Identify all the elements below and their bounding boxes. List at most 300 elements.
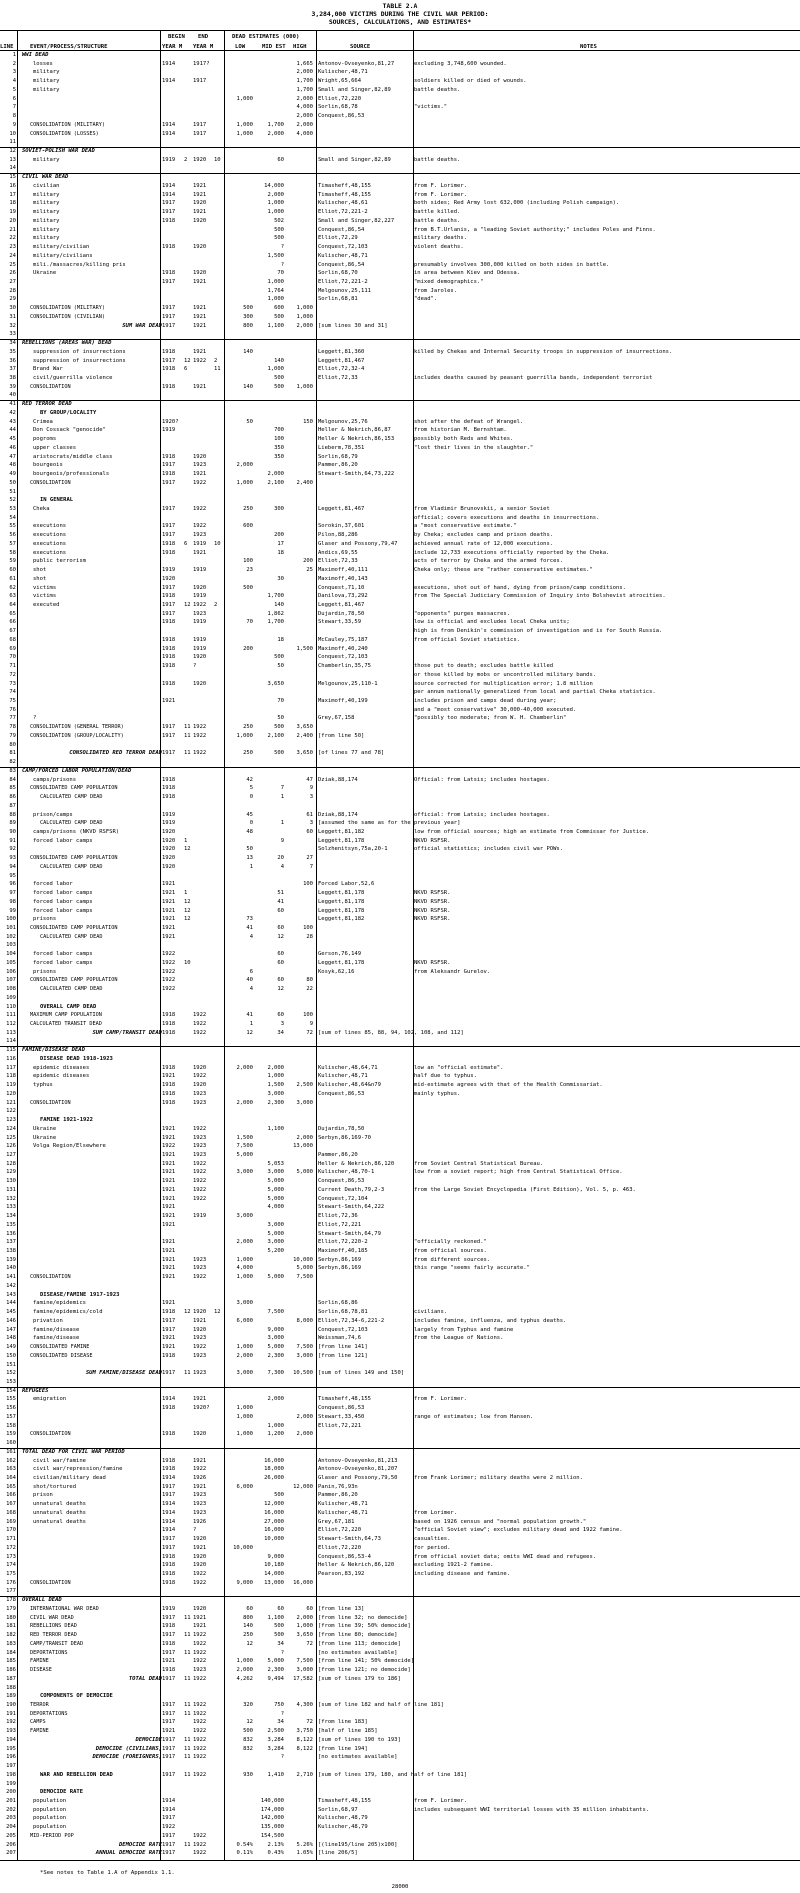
cell-source: [sum of lines 85, 88, 94, 102, 108, and 112] — [318, 1029, 464, 1036]
cell-mid-estimate: 4 — [280, 863, 284, 870]
cell-end-year: 1922 — [193, 732, 207, 739]
cell-low-estimate: 73 — [246, 916, 253, 923]
cell-begin-year: 1920 — [162, 855, 176, 862]
table-row — [0, 1004, 800, 1011]
cell-event: RED TERROR DEAD — [30, 1632, 77, 1639]
cell-end-year: 1922 — [193, 1850, 207, 1857]
table-row — [0, 1274, 800, 1281]
cell-event: epidemic diseases — [33, 1064, 90, 1071]
cell-begin-year: 1917 — [162, 1815, 176, 1822]
cell-end-year: 1921 — [193, 1614, 207, 1621]
table-row — [0, 244, 800, 251]
cell-event: famine/disease — [33, 1335, 80, 1342]
cell-mid-estimate: 13,000 — [264, 1579, 284, 1586]
cell-notes: battle killed. — [414, 209, 461, 216]
cell-end-year: 1921 — [193, 1623, 207, 1630]
cell-notes: includes subsequent WWI territorial losses with 35 million inhabitants. — [414, 1806, 650, 1813]
cell-mid-estimate: 1,764 — [267, 287, 284, 294]
cell-low-estimate: 2,000 — [236, 1064, 253, 1071]
table-row — [0, 960, 800, 967]
cell-low-estimate: 930 — [243, 1771, 253, 1778]
table-row — [0, 1100, 800, 1107]
cell-event: upper classes — [33, 444, 77, 451]
cell-mid-estimate: 60 — [277, 1605, 284, 1612]
cell-line-number: 161 — [6, 1448, 16, 1455]
header-bottom-rule — [0, 50, 800, 51]
cell-event: WWI DEAD — [22, 52, 49, 58]
cell-begin-year: 1918 — [162, 1466, 176, 1473]
cell-begin-year: 1917 — [162, 209, 176, 216]
cell-line-number: 50 — [9, 479, 16, 486]
cell-source: [from line 80; democide] — [318, 1632, 398, 1639]
table-row — [0, 1405, 800, 1412]
cell-source: Stewart-Smith,64,73 — [318, 1536, 381, 1543]
cell-source: Sorlin,68,81 — [318, 296, 358, 303]
cell-begin-year: 1914 — [162, 130, 176, 137]
cell-mid-estimate: 142,000 — [260, 1815, 284, 1822]
cell-high-estimate: 9 — [309, 1021, 313, 1028]
table-row — [0, 1597, 800, 1604]
cell-source: Kulischer,48,71 — [318, 252, 368, 259]
cell-event: forced labor camps — [33, 837, 93, 844]
cell-source: [from line 121] — [318, 1352, 368, 1359]
cell-begin-year: 1917 — [162, 505, 176, 512]
cell-begin-year: 1918 — [162, 1623, 176, 1630]
cell-high-estimate: 2,000 — [296, 121, 313, 128]
cell-source: Danilova,73,292 — [318, 593, 368, 600]
cell-line-number: 84 — [9, 776, 16, 783]
cell-line-number: 107 — [6, 977, 16, 984]
cell-notes: mid-estimate agrees with that of the Health Commissariat. — [414, 1082, 603, 1089]
cell-high-estimate: 1,700 — [296, 78, 313, 85]
table-row — [0, 61, 800, 68]
table-row — [0, 1344, 800, 1351]
cell-notes: source corrected for multiplication error; 1.8 million — [414, 680, 593, 687]
cell-line-number: 55 — [9, 523, 16, 530]
cell-event: CALCULATED CAMP DEAD — [40, 820, 103, 827]
cell-low-estimate: 250 — [243, 1632, 253, 1639]
cell-notes: soldiers killed or died of wounds. — [414, 78, 527, 85]
table-row — [0, 305, 800, 312]
table-row — [0, 1571, 800, 1578]
cell-line-number: 1 — [12, 52, 16, 58]
table-row — [0, 1178, 800, 1185]
cell-begin-year: 1914 — [162, 1527, 176, 1534]
table-row — [0, 192, 800, 199]
cell-line-number: 163 — [6, 1466, 16, 1473]
cell-end-year: 1920 — [193, 200, 207, 207]
table-row — [0, 1056, 800, 1063]
table-row — [0, 480, 800, 487]
cell-line-number: 57 — [9, 540, 16, 547]
cell-source: Serbyn,86,169-70 — [318, 1134, 371, 1141]
cell-mid-estimate: 2,000 — [267, 1396, 284, 1403]
cell-high-estimate: 1,665 — [296, 60, 313, 67]
cell-mid-estimate: 60 — [277, 1012, 284, 1019]
cell-begin-month: 11 — [184, 1649, 191, 1656]
cell-source: Dziak,88,174 — [318, 776, 358, 783]
table-row — [0, 104, 800, 111]
cell-event: WAR AND REBELLION DEAD — [40, 1771, 113, 1778]
cell-begin-year: 1917 — [162, 1701, 176, 1708]
table-row — [0, 1850, 800, 1857]
cell-source: Kulischer,48,61 — [318, 200, 368, 207]
cell-notes: from official soviet data; omits WWI dead and refugees. — [414, 1553, 597, 1560]
cell-mid-estimate: 51 — [277, 890, 284, 897]
cell-end-year: 1919 — [193, 540, 207, 547]
cell-source: Pammer,86,20 — [318, 1151, 358, 1158]
cell-notes: from official Soviet statistics. — [414, 636, 520, 643]
cell-mid-estimate: 2,000 — [267, 1064, 284, 1071]
cell-end-year: 1922 — [193, 1125, 207, 1132]
table-row — [0, 1754, 800, 1761]
cell-begin-year: 1922 — [162, 959, 176, 966]
table-row — [0, 1842, 800, 1849]
table-row — [0, 1248, 800, 1255]
cell-begin-year: 1919 — [162, 1605, 176, 1612]
cell-line-number: 20 — [9, 217, 16, 224]
cell-line-number: 56 — [9, 532, 16, 539]
cell-mid-estimate: 60 — [277, 977, 284, 984]
cell-begin-month: 11 — [184, 750, 191, 757]
cell-line-number: 108 — [6, 986, 16, 993]
cell-source: Kulischer,48,71 — [318, 69, 368, 76]
cell-line-number: 140 — [6, 1265, 16, 1272]
cell-source: Pearson,83,192 — [318, 1571, 365, 1578]
cell-mid-estimate: ? — [280, 244, 284, 251]
cell-source: [sum of lines 179 to 186] — [318, 1675, 401, 1682]
cell-high-estimate: 60 — [306, 828, 313, 835]
cell-source: Conquest,86,53 — [318, 113, 365, 120]
cell-event: civilian — [33, 182, 60, 189]
cell-begin-year: 1918 — [162, 1562, 176, 1569]
cell-source: Antonov-Ovseyenko,81,27 — [318, 60, 395, 67]
cell-begin-year: 1917 — [162, 278, 176, 285]
cell-notes: from the League of Nations. — [414, 1335, 504, 1342]
cell-line-number: 177 — [6, 1588, 16, 1595]
cell-begin-year: 1919 — [162, 427, 176, 434]
cell-notes: military deaths. — [414, 235, 467, 242]
cell-source: Timasheff,48,155 — [318, 1396, 371, 1403]
cell-high-estimate: 100 — [303, 881, 313, 888]
cell-event: OVERALL CAMP DEAD — [40, 1003, 97, 1010]
cell-line-number: 155 — [6, 1396, 16, 1403]
cell-mid-estimate: 5,000 — [267, 1195, 284, 1202]
table-row — [0, 759, 800, 766]
table-row — [0, 585, 800, 592]
cell-notes: excluding 3,748,600 wounded. — [414, 60, 507, 67]
cell-begin-year: 1917 — [162, 1614, 176, 1621]
cell-end-year: 1923 — [193, 1370, 207, 1377]
cell-notes: excluding 1921-2 famine. — [414, 1562, 494, 1569]
table-row — [0, 1527, 800, 1534]
table-row — [0, 663, 800, 670]
cell-event: forced labor camps — [33, 907, 93, 914]
cell-event: CALCULATED TRANSIT DEAD — [30, 1021, 102, 1028]
cell-high-estimate: 22 — [306, 986, 313, 993]
cell-event: military — [33, 69, 60, 76]
cell-source: Conquest,86,53 — [318, 1090, 365, 1097]
table-row — [0, 1082, 800, 1089]
cell-notes: and a "most conservative" 30,000-40,000 executed. — [414, 706, 577, 713]
cell-mid-estimate: 34 — [277, 1029, 284, 1036]
cell-source: Antonov-Ovseyenko,81,213 — [318, 1457, 398, 1464]
cell-begin-month: 6 — [184, 366, 188, 373]
cell-event: typhus — [33, 1082, 53, 1089]
cell-begin-year: 1918 — [162, 366, 176, 373]
cell-end-year: 1920 — [193, 217, 207, 224]
cell-source: [from line 141; 50% democide] — [318, 1658, 415, 1665]
cell-event: DISEASE/FAMINE 1917-1923 — [40, 1291, 120, 1298]
cell-source: Leggett,81,178 — [318, 890, 365, 897]
cell-event: forced labor camps — [33, 951, 93, 958]
cell-notes: violent deaths. — [414, 244, 464, 251]
cell-high-estimate: 3,650 — [296, 724, 313, 731]
cell-line-number: 153 — [6, 1378, 16, 1385]
cell-notes: includes prison and camps dead during year; — [414, 698, 557, 705]
cell-end-year: 1923 — [193, 1151, 207, 1158]
table-row — [0, 977, 800, 984]
cell-end-year: 1921 — [193, 182, 207, 189]
cell-source: Grey,67,181 — [318, 1518, 355, 1525]
cell-line-number: 111 — [6, 1012, 16, 1019]
cell-end-year: 1923 — [193, 1509, 207, 1516]
cell-begin-year: 1921 — [162, 916, 176, 923]
cell-notes: from official sources. — [414, 1248, 487, 1254]
cell-line-number: 141 — [6, 1274, 16, 1281]
cell-begin-year: 1921 — [162, 1256, 176, 1263]
cell-event: ? — [33, 715, 37, 722]
cell-begin-year: 1917 — [162, 1492, 176, 1499]
table-row — [0, 1065, 800, 1072]
cell-event: IN GENERAL — [40, 497, 74, 504]
cell-source: Leggett,81,178 — [318, 837, 365, 844]
cell-begin-year: 1914 — [162, 1396, 176, 1403]
cell-event: FAMINE 1921-1922 — [40, 1117, 93, 1124]
cell-line-number: 94 — [9, 863, 16, 870]
cell-event: FAMINE — [30, 1658, 49, 1665]
table-row — [0, 969, 800, 976]
cell-line-number: 164 — [6, 1474, 16, 1481]
cell-line-number: 135 — [6, 1221, 16, 1228]
cell-begin-month: 12 — [184, 916, 191, 923]
cell-source: Conquest,71,10 — [318, 584, 365, 591]
cell-end-year: 1922 — [193, 1195, 207, 1202]
table-row — [0, 637, 800, 644]
cell-end-year: 1923 — [193, 462, 207, 469]
cell-source: Conquest,72,104 — [318, 1195, 368, 1202]
cell-event: famine/disease — [33, 1326, 80, 1333]
cell-begin-year: 1917 — [162, 1841, 176, 1848]
cell-notes: NKVD RSFSR. — [414, 959, 451, 966]
cell-end-year: 1920 — [193, 654, 207, 661]
cell-source: [from line 194] — [318, 1745, 368, 1752]
cell-end-year: 1921 — [193, 191, 207, 198]
cell-high-estimate: 100 — [303, 1012, 313, 1019]
cell-end-year: 1920 — [193, 244, 207, 251]
cell-line-number: 154 — [6, 1387, 16, 1394]
cell-high-estimate: 1,000 — [296, 305, 313, 312]
cell-begin-year: 1914 — [162, 1518, 176, 1525]
cell-begin-year: 1917 — [162, 1544, 176, 1551]
cell-end-month: 10 — [214, 156, 221, 163]
cell-begin-month: 11 — [184, 1771, 191, 1778]
table-row — [0, 1536, 800, 1543]
cell-line-number: 46 — [9, 444, 16, 451]
cell-event: CALCULATED CAMP DEAD — [40, 794, 103, 801]
cell-source: Elliot,72,220 — [318, 95, 362, 102]
cell-event: CONSOLIDATION (MILITARY) — [30, 305, 105, 312]
cell-notes: in area between Kiev and Odessa. — [414, 270, 520, 277]
cell-begin-year: 1918 — [162, 794, 176, 801]
cell-high-estimate: 60 — [306, 1605, 313, 1612]
cell-source: Small and Singer,82,89 — [318, 156, 391, 163]
cell-end-year: 1920 — [193, 270, 207, 277]
cell-source: Elliot,72,29 — [318, 235, 358, 242]
cell-end-year: 1922 — [193, 1021, 207, 1028]
table-row — [0, 1257, 800, 1264]
table-row — [0, 1126, 800, 1133]
cell-mid-estimate: 18 — [277, 549, 284, 556]
cell-line-number: 27 — [9, 278, 16, 285]
cell-high-estimate: 3,000 — [296, 1667, 313, 1674]
cell-end-year: 1922 — [193, 1841, 207, 1848]
cell-low-estimate: 250 — [243, 505, 253, 512]
cell-line-number: 68 — [9, 636, 16, 643]
cell-end-year: 1926 — [193, 1474, 207, 1481]
cell-source: Conquest,72,103 — [318, 244, 368, 251]
cell-begin-year: 1917 — [162, 1736, 176, 1743]
cell-end-year: 1920 — [193, 1064, 207, 1071]
cell-notes: including disease and famine. — [414, 1571, 511, 1578]
table-title: TABLE 2.A — [382, 2, 418, 10]
table-row — [0, 820, 800, 827]
cell-source: Elliot,72,221-2 — [318, 278, 368, 285]
header-top-rule — [0, 30, 800, 31]
cell-event: Volga Region/Elsewhere — [33, 1143, 106, 1150]
cell-line-number: 14 — [9, 165, 16, 172]
cell-mid-estimate: 20 — [277, 855, 284, 862]
cell-begin-year: 1918 — [162, 593, 176, 600]
cell-begin-year: 1921 — [162, 1186, 176, 1193]
cell-begin-year: 1919 — [162, 156, 176, 163]
cell-begin-year: 1917 — [162, 1850, 176, 1857]
cell-notes: from The Special Judiciary Commission of Inquiry into Bolshevist atrocities. — [414, 593, 666, 600]
cell-event: SOVIET-POLISH WAR DEAD — [22, 148, 95, 155]
cell-source: Gerson,76,149 — [318, 951, 362, 958]
cell-event: CONSOLIDATION — [30, 1579, 71, 1586]
cell-notes: a "most conservative estimate." — [414, 523, 517, 530]
cell-high-estimate: 13,000 — [293, 1143, 313, 1150]
cell-low-estimate: 6,000 — [236, 1317, 253, 1324]
cell-mid-estimate: 1,100 — [267, 1614, 284, 1621]
cell-low-estimate: 200 — [243, 645, 253, 652]
table-row — [0, 1676, 800, 1683]
cell-begin-year: 1921 — [162, 1073, 176, 1080]
cell-event: military — [33, 78, 60, 85]
cell-line-number: 116 — [6, 1055, 16, 1062]
table-row — [0, 646, 800, 653]
cell-event: SUM WAR DEAD — [122, 322, 162, 329]
cell-notes: from Lorimer. — [414, 1509, 458, 1516]
cell-mid-estimate: 16,000 — [264, 1457, 284, 1464]
cell-end-year: 1920 — [193, 1553, 207, 1560]
cell-source: Weissman,74,6 — [318, 1335, 362, 1342]
table-row — [0, 279, 800, 286]
cell-event: CAMPS — [30, 1719, 46, 1726]
cell-line-number: 126 — [6, 1143, 16, 1150]
cell-event: prisons — [33, 916, 57, 923]
cell-end-year: 1922 — [193, 1745, 207, 1752]
cell-low-estimate: 2,000 — [236, 462, 253, 469]
cell-notes: from Aleksandr Gurelov. — [414, 968, 491, 975]
cell-event: Don Cossack "genocide" — [33, 427, 106, 434]
cell-source: [line 206/5] — [318, 1850, 358, 1857]
cell-mid-estimate: 50 — [277, 663, 284, 670]
cell-source: Andics,69,55 — [318, 549, 358, 556]
cell-event: CONSOLIDATION (LOSSES) — [30, 130, 99, 137]
cell-line-number: 35 — [9, 348, 16, 355]
cell-high-estimate: 1,000 — [296, 313, 313, 320]
cell-line-number: 99 — [9, 907, 16, 914]
cell-source: [sum of lines 149 and 150] — [318, 1370, 405, 1377]
cell-source: Elliot,72,220-2 — [318, 1239, 368, 1246]
cell-event: DEPORTATIONS — [30, 1710, 68, 1717]
cell-line-number: 58 — [9, 549, 16, 556]
cell-low-estimate: 3,000 — [236, 1169, 253, 1176]
cell-source: Pammer,86,20 — [318, 1492, 358, 1499]
cell-source: [from line 141] — [318, 1344, 368, 1351]
table-row — [0, 1510, 800, 1517]
table-row — [0, 1169, 800, 1176]
cell-mid-estimate: 14,000 — [264, 1571, 284, 1578]
cell-source: Stewart-Smith,64,222 — [318, 1204, 385, 1211]
cell-high-estimate: 2,400 — [296, 732, 313, 739]
cell-mid-estimate: 26,000 — [264, 1474, 284, 1481]
cell-begin-year: 1918 — [162, 1309, 176, 1316]
cell-low-estimate: 12 — [246, 1640, 253, 1647]
cell-mid-estimate: 2,000 — [267, 130, 284, 137]
table-row — [0, 1108, 800, 1115]
cell-notes: "victims." — [414, 104, 448, 111]
cell-end-month: 2 — [214, 357, 218, 364]
cell-mid-estimate: 70 — [277, 698, 284, 705]
cell-mid-estimate: 1,000 — [267, 366, 284, 373]
cell-line-number: 133 — [6, 1204, 16, 1211]
cell-mid-estimate: 350 — [274, 444, 284, 451]
cell-source: Sorlin,68,78 — [318, 104, 358, 111]
table-row — [0, 1746, 800, 1753]
cell-notes: low from official sources; high an estimate from Commissar for Justice. — [414, 828, 650, 835]
cell-line-number: 138 — [6, 1248, 16, 1254]
cell-mid-estimate: 174,000 — [260, 1806, 284, 1813]
table-row — [0, 366, 800, 373]
cell-mid-estimate: ? — [280, 261, 284, 268]
cell-source: Kulischer,48,64&n79 — [318, 1082, 381, 1089]
cell-source: Elliot,72,221 — [318, 1221, 362, 1228]
cell-begin-year: 1918 — [162, 1431, 176, 1438]
table-row — [0, 113, 800, 120]
cell-mid-estimate: 27,000 — [264, 1518, 284, 1525]
cell-source: Glaser and Possony,79,50 — [318, 1474, 398, 1481]
cell-mid-estimate: 14,000 — [264, 182, 284, 189]
table-row — [0, 1423, 800, 1430]
table-row — [0, 567, 800, 574]
cell-notes: NKVD RSFSR. — [414, 890, 451, 897]
cell-begin-year: 1917 — [162, 1632, 176, 1639]
cell-notes: "officially reckoned." — [414, 1239, 487, 1246]
cell-begin-year: 1919 — [162, 820, 176, 827]
